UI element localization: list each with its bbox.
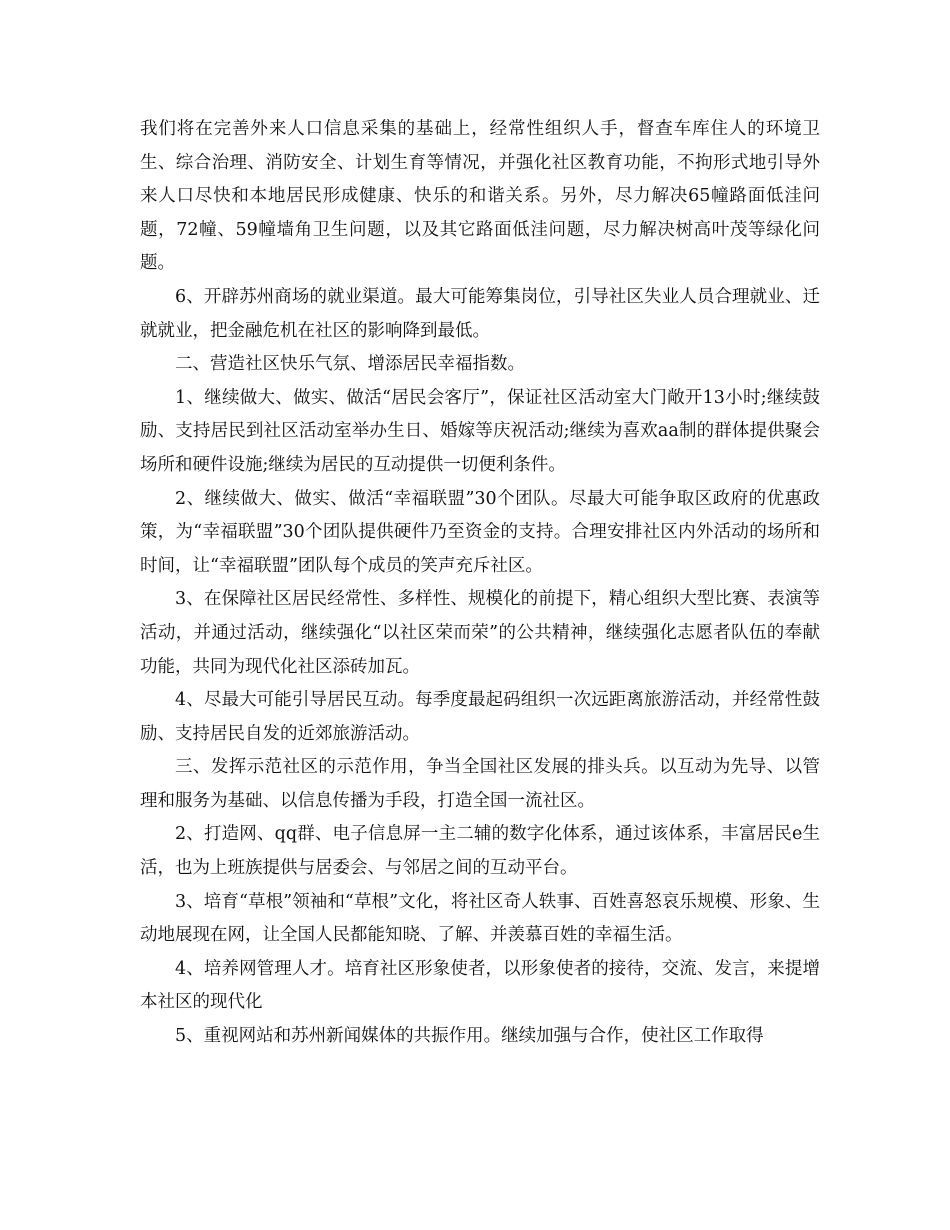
document-body: [140, 113, 820, 1054]
paragraph-foreign-population: 我们将在完善外来人口信息采集的基础上，经常性组织人手，督查车库住人的环境卫生、综合治理、消防安全、计划生育等情况，并强化社区教育功能，不拘形式地引导外来人口尽快和本地居民形成健康、快乐的和谐关系。另外，尽力解决65幢路面低洼问题，72幢、59幢墙角卫生问题，以及其它路面低洼问题，尽力解决树高叶茂等绿化问题。: [140, 119, 820, 274]
paragraph-grassroots-culture: 3、培育“草根”领袖和“草根”文化，将社区奇人轶事、百姓喜怒哀乐规模、形象、生动地展现在网，让全国人民都能知晓、了解、并羡慕百姓的幸福生活。: [140, 891, 820, 946]
paragraph-large-events: 3、在保障社区居民经常性、多样性、规模化的前提下，精心组织大型比赛、表演等活动，并通过活动，继续强化“以社区荣而荣”的公共精神，继续强化志愿者队伍的奉献功能，共同为现代化社区添砖加瓦。: [140, 589, 820, 677]
section-heading-model-community: 三、发挥示范社区的示范作用，争当全国社区发展的排头兵。以互动为先导、以管理和服务为基础、以信息传播为手段，打造全国一流社区。: [140, 757, 820, 811]
paragraph-residents-lounge: 1、继续做大、做实、做活“居民会客厅”，保证社区活动室大门敞开13小时;继续鼓励、支持居民到社区活动室举办生日、婚嫁等庆祝活动;继续为喜欢aa制的群体提供聚会场所和硬件设施;继续为居民的互动提供一切便利条件。: [140, 387, 820, 475]
paragraph-resident-interaction: 4、尽最大可能引导居民互动。每季度最起码组织一次远距离旅游活动，并经常性鼓励、支持居民自发的近郊旅游活动。: [140, 690, 820, 744]
paragraph-happiness-alliance: 2、继续做大、做实、做活“幸福联盟”30个团队。尽最大可能争取区政府的优惠政策，为“幸福联盟”30个团队提供硬件乃至资金的支持。合理安排社区内外活动的场所和时间，让“幸福联盟”团队每个成员的笑声充斥社区。: [140, 488, 820, 576]
paragraph-employment-channels: 6、开辟苏州商场的就业渠道。最大可能筹集岗位，引导社区失业人员合理就业、迁就就业，把金融危机在社区的影响降到最低。: [140, 286, 820, 341]
section-heading-happy-atmosphere: 二、营造社区快乐气氛、增添居民幸福指数。: [175, 354, 525, 375]
paragraph-network-talent: 4、培养网管理人才。培育社区形象使者，以形象使者的接待，交流、发言，来提增本社区的现代化: [140, 958, 820, 1013]
paragraph-media-resonance: 5、重视网站和苏州新闻媒体的共振作用。继续加强与合作，使社区工作取得: [175, 1026, 764, 1047]
paragraph-digital-system: 2、打造网、qq群、电子信息屏一主二辅的数字化体系，通过该体系，丰富居民e生活，也为上班族提供与居委会、与邻居之间的互动平台。: [140, 824, 820, 879]
